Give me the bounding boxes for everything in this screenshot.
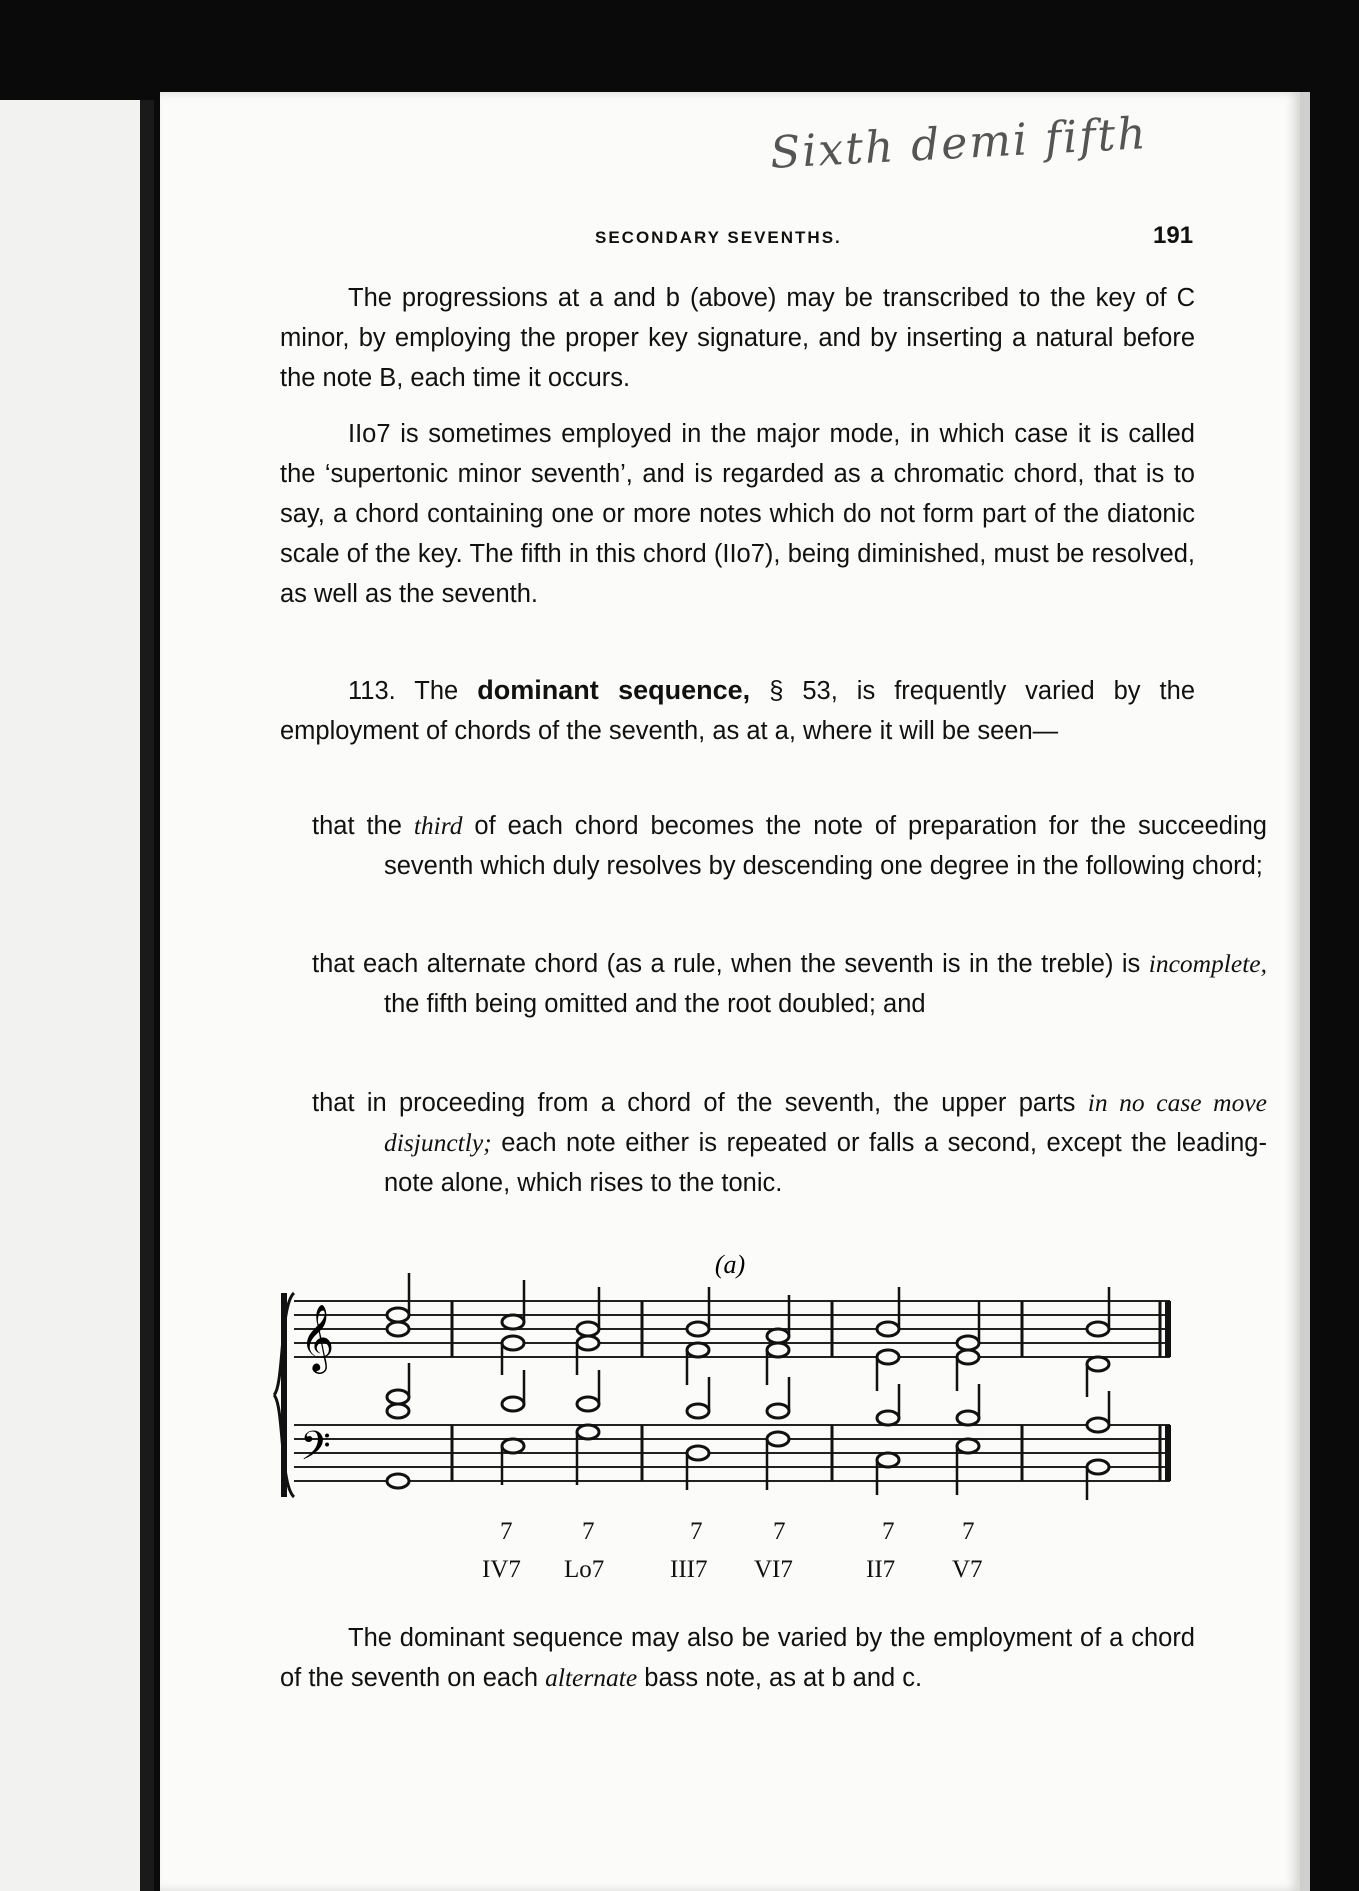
emphasis: incomplete, <box>1148 949 1267 978</box>
paragraph-dominant-sequence <box>280 670 1195 751</box>
handwritten-annotation: Sixth demi fifth <box>768 108 1149 179</box>
figure-label: 7 <box>773 1518 786 1545</box>
treble-notes <box>387 1308 1109 1371</box>
figure-label: 7 <box>962 1518 975 1545</box>
figured-bass <box>270 1518 1170 1598</box>
list-text: of each chord becomes the note of preparation for the succeeding seventh which duly resolves by descending one degree in the following chord; <box>384 812 1267 880</box>
paragraph-text: The dominant sequence may also be varied by the employment of a chord of the seventh on each <box>280 1624 1195 1692</box>
page-edge <box>1300 92 1310 1891</box>
list-text: that in proceeding from a chord of the seventh, the upper parts <box>312 1089 1076 1117</box>
paragraph-text: bass note, as at b and c. <box>644 1664 923 1692</box>
bass-stems <box>409 1363 1109 1500</box>
paragraph-transcription <box>280 278 1195 398</box>
emphasis: alternate <box>545 1663 638 1692</box>
facing-page-strip <box>0 100 150 1891</box>
list-text: that each alternate chord (as a rule, when the seventh is in the treble) is <box>312 950 1141 978</box>
list-item-alternate <box>312 944 1267 1024</box>
term-dominant-sequence: dominant sequence, <box>477 675 751 705</box>
figure-label: 7 <box>882 1518 895 1545</box>
paragraph-text: § 53, is frequently varied by the employment of chords of the seventh, as at a, where it will be seen— <box>280 677 1195 745</box>
emphasis: in no case move disjunctly; <box>384 1088 1267 1157</box>
figure-label: 7 <box>500 1518 513 1545</box>
music-example <box>270 1245 1190 1525</box>
roman-numeral: V7 <box>952 1556 983 1583</box>
roman-numeral: IV7 <box>482 1556 521 1583</box>
binding-edge <box>140 100 154 1891</box>
paragraph-text: IIo7 is sometimes employed in the major mode, in which case it is called the ‘supertonic minor seventh’, and is regarded as a chromatic chord, that is to say, a chord containing one or more notes which do not form part of the diatonic scale of the key. The fifth in this chord (IIo7), being diminished, must be resolved, as well as the seventh. <box>280 420 1195 608</box>
emphasis: third <box>413 811 463 840</box>
treble-clef-icon: 𝄞 <box>300 1303 335 1371</box>
running-head: SECONDARY SEVENTHS. <box>595 228 842 247</box>
list-text: the fifth being omitted and the root doubled; and <box>384 990 926 1018</box>
roman-numeral: II7 <box>866 1556 896 1583</box>
page-number: 191 <box>1153 222 1194 249</box>
bass-staff <box>294 1425 1170 1481</box>
section-number: 113. The <box>348 677 459 705</box>
example-label: (a) <box>714 1250 746 1279</box>
list-text: each note either is repeated or falls a second, except the leading-note alone, which rises to the tonic. <box>384 1129 1267 1197</box>
paragraph-text: The progressions at a and b (above) may be transcribed to the key of C minor, by employing the proper key signature, and by inserting a natural before the note B, each time it occurs. <box>280 284 1195 392</box>
figure-label: 7 <box>690 1518 703 1545</box>
bass-clef-icon: 𝄢 <box>300 1423 331 1479</box>
roman-numeral: VI7 <box>754 1556 793 1583</box>
roman-numeral: III7 <box>670 1556 708 1583</box>
list-item-proceeding <box>312 1083 1267 1203</box>
treble-staff <box>294 1301 1170 1357</box>
roman-numeral: Lo7 <box>564 1556 605 1583</box>
paragraph-alternate-bass <box>280 1618 1195 1698</box>
list-item-third <box>312 806 1267 886</box>
figure-label: 7 <box>582 1518 595 1545</box>
list-text: that the <box>312 812 402 840</box>
paragraph-supertonic <box>280 414 1195 614</box>
